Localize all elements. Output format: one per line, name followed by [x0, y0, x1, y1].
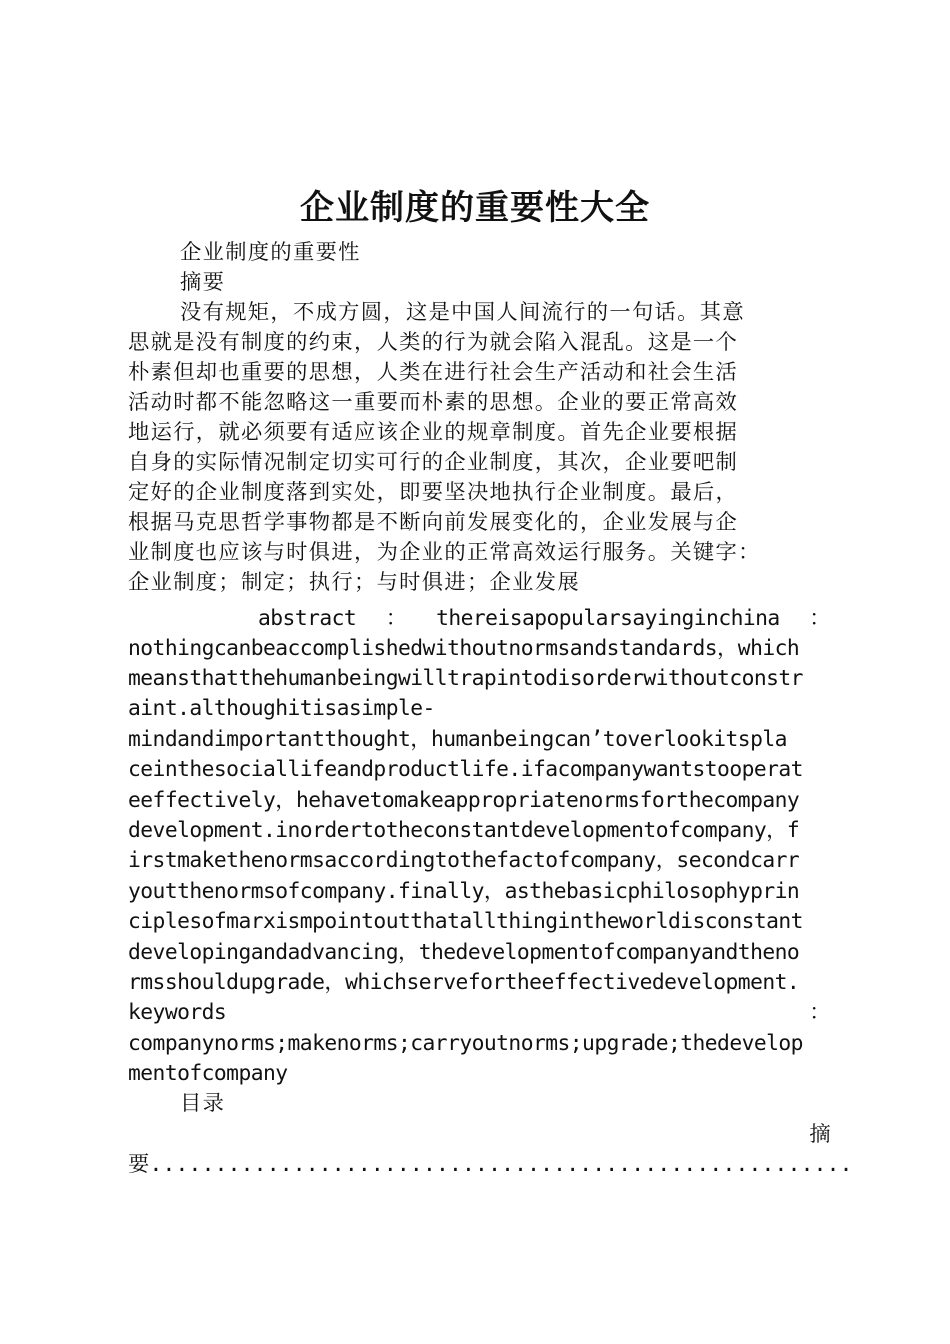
abstract-line: 地运行，就必须要有适应该企业的规章制度。首先企业要根据: [128, 420, 739, 445]
english-abstract-line: rmsshouldupgrade，whichservefortheeffectivedevelopment.: [128, 970, 800, 995]
english-abstract-line: ceinthesociallifeandproductlife.ifacompanywantstooperat: [128, 757, 803, 782]
keywords-english-colon: ：: [809, 1000, 830, 1025]
abstract-line: 业制度也应该与时俱进，为企业的正常高效运行服务。关键字：: [128, 540, 761, 565]
english-abstract-line: ciplesofmarxismpointoutthatallthingintheworldisconstant: [128, 909, 803, 934]
abstract-line: 朴素但却也重要的思想，人类在进行社会生产活动和社会生活: [128, 360, 739, 385]
english-abstract-first-line: [258, 604, 830, 634]
english-abstract-colon: ：: [809, 606, 830, 631]
keywords-english-line: mentofcompany: [128, 1061, 288, 1086]
keywords-english-label-line: [128, 998, 830, 1028]
english-abstract-line: aint.althoughitisasimple-: [128, 696, 435, 721]
abstract-heading: 摘要: [180, 270, 226, 295]
english-abstract-line: nothingcanbeaccomplishedwithoutnormsandstandards，which: [128, 636, 800, 661]
toc-entry-leader: 要......................................................: [128, 1152, 853, 1177]
english-abstract-line: eeffectively，hehavetomakeappropriatenormsforthecompany: [128, 788, 800, 813]
english-abstract-text: thereisapopularsayinginchina: [436, 606, 780, 631]
subtitle: 企业制度的重要性: [180, 240, 361, 265]
abstract-line: 思就是没有制度的约束，人类的行为就会陷入混乱。这是一个: [128, 330, 739, 355]
english-abstract-line: irstmakethenormsaccordingtothefactofcompany，secondcarr: [128, 848, 800, 873]
keywords-english-label: keywords: [128, 1000, 227, 1025]
english-abstract-line: development.inordertotheconstantdevelopmentofcompany，f: [128, 818, 800, 843]
toc-entry-first-char: 摘: [809, 1122, 832, 1147]
abstract-line: 活动时都不能忽略这一重要而朴素的思想。企业的要正常高效: [128, 390, 739, 415]
document-title: 企业制度的重要性大全: [300, 188, 650, 228]
keywords-english-line: companynorms;makenorms;carryoutnorms;upgrade;thedevelop: [128, 1031, 803, 1056]
english-abstract-line: developingandadvancing，thedevelopmentofcompanyandtheno: [128, 940, 800, 965]
abstract-line: 定好的企业制度落到实处，即要坚决地执行企业制度。最后，: [128, 480, 739, 505]
english-abstract-line: mindandimportantthought，humanbeingcan’toverlookitspla: [128, 727, 787, 752]
abstract-line: 根据马克思哲学事物都是不断向前发展变化的，企业发展与企: [128, 510, 739, 535]
english-abstract-line: youtthenormsofcompany.finally，asthebasicphilosophyprin: [128, 879, 800, 904]
english-abstract-label: abstract: [258, 606, 357, 631]
toc-heading: 目录: [180, 1091, 226, 1116]
english-abstract-line: meansthatthehumanbeingwilltrapintodisorderwithoutconstr: [128, 666, 803, 691]
abstract-line: 没有规矩，不成方圆，这是中国人间流行的一句话。其意: [180, 300, 745, 325]
keywords-chinese: 企业制度；制定；执行；与时俱进；企业发展: [128, 570, 580, 595]
english-abstract-colon: ：: [385, 606, 407, 631]
abstract-line: 自身的实际情况制定切实可行的企业制度，其次，企业要吧制: [128, 450, 739, 475]
